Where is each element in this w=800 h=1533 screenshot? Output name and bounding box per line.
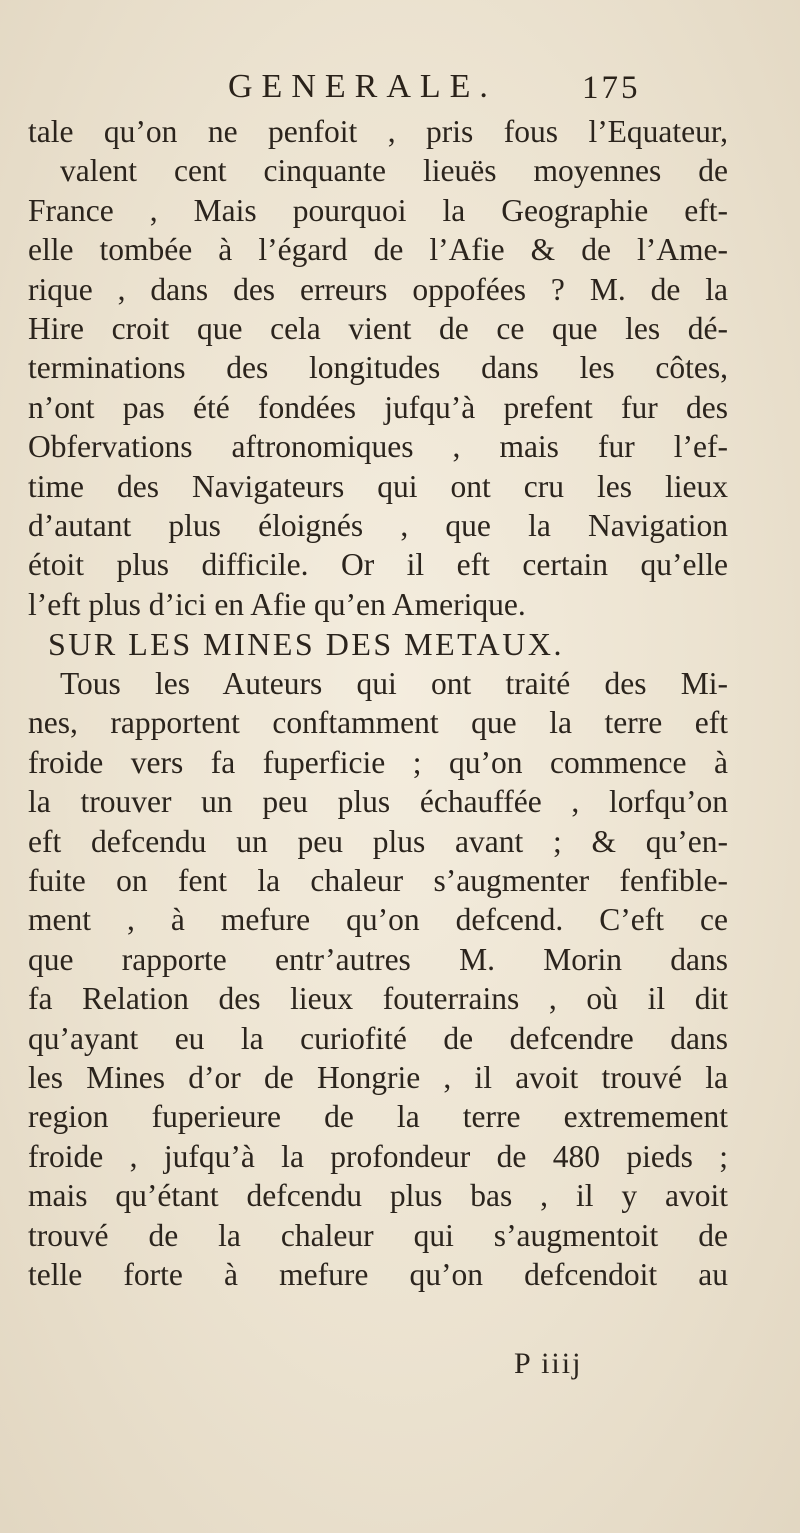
page-number: 175 [582,70,641,106]
text-line: fuite on fent la chaleur s’augmenter fenfible- [28,863,728,899]
text-line: n’ont pas été fondées jufqu’à prefent fur des [28,389,728,425]
text-line: que rapporte entr’autres M. Morin dans [28,941,728,977]
text-line: time des Navigateurs qui ont cru les lieux [28,468,728,504]
text-line: les Mines d’or de Hongrie , il avoit trouvé la [28,1059,728,1095]
paragraph [28,664,728,1294]
body-text [28,112,728,1294]
text-line: fa Relation des lieux fouterrains , où il dit [28,981,728,1017]
text-line: ment , à mefure qu’on defcend. C’eft ce [28,902,728,938]
text-line: la trouver un peu plus échauffée , lorfqu’on [28,784,728,820]
text-line: telle forte à mefure qu’on defcendoit au [28,1256,728,1292]
text-line: nes, rapportent conftamment que la terre eft [28,705,728,741]
text-line: mais qu’étant defcendu plus bas , il y avoit [28,1178,728,1214]
text-line: tale qu’on ne penfoit , pris fous l’Equateur, [28,114,728,149]
text-line: d’autant plus éloignés , que la Navigation [28,507,728,543]
text-line: froide , jufqu’à la profondeur de 480 pieds ; [28,1138,728,1174]
text-line: valent cent cinquante lieuës moyennes de [60,153,728,189]
text-line: Hire croit que cela vient de ce que les dé- [28,310,728,346]
paragraph-continued [28,112,728,624]
text-line: étoit plus difficile. Or il eft certain qu’elle [28,547,728,583]
text-line: France , Mais pourquoi la Geographie eft- [28,192,728,228]
text-line: rique , dans des erreurs oppofées ? M. de la [28,271,728,307]
text-line: l’eft plus d’ici en Afie qu’en Amerique. [28,586,526,622]
text-line: trouvé de la chaleur qui s’augmentoit de [28,1217,728,1253]
signature-mark: P iiij [514,1347,583,1380]
running-title: GENERALE. [228,68,497,105]
text-line: elle tombée à l’égard de l’Afie & de l’Ame- [28,232,728,268]
text-line: region fuperieure de la terre extremement [28,1099,728,1135]
text-line: Tous les Auteurs qui ont traité des Mi- [60,666,728,702]
section-heading: SUR LES MINES DES METAUX. [48,626,564,663]
page-header [0,68,800,118]
text-line: terminations des longitudes dans les côtes, [28,350,728,386]
text-line: eft defcendu un peu plus avant ; & qu’en- [28,823,728,859]
text-line: froide vers fa fuperficie ; qu’on commence à [28,744,728,780]
text-line: qu’ayant eu la curiofité de defcendre dans [28,1020,728,1056]
text-line: Obfervations aftronomiques , mais fur l’ef- [28,429,728,465]
